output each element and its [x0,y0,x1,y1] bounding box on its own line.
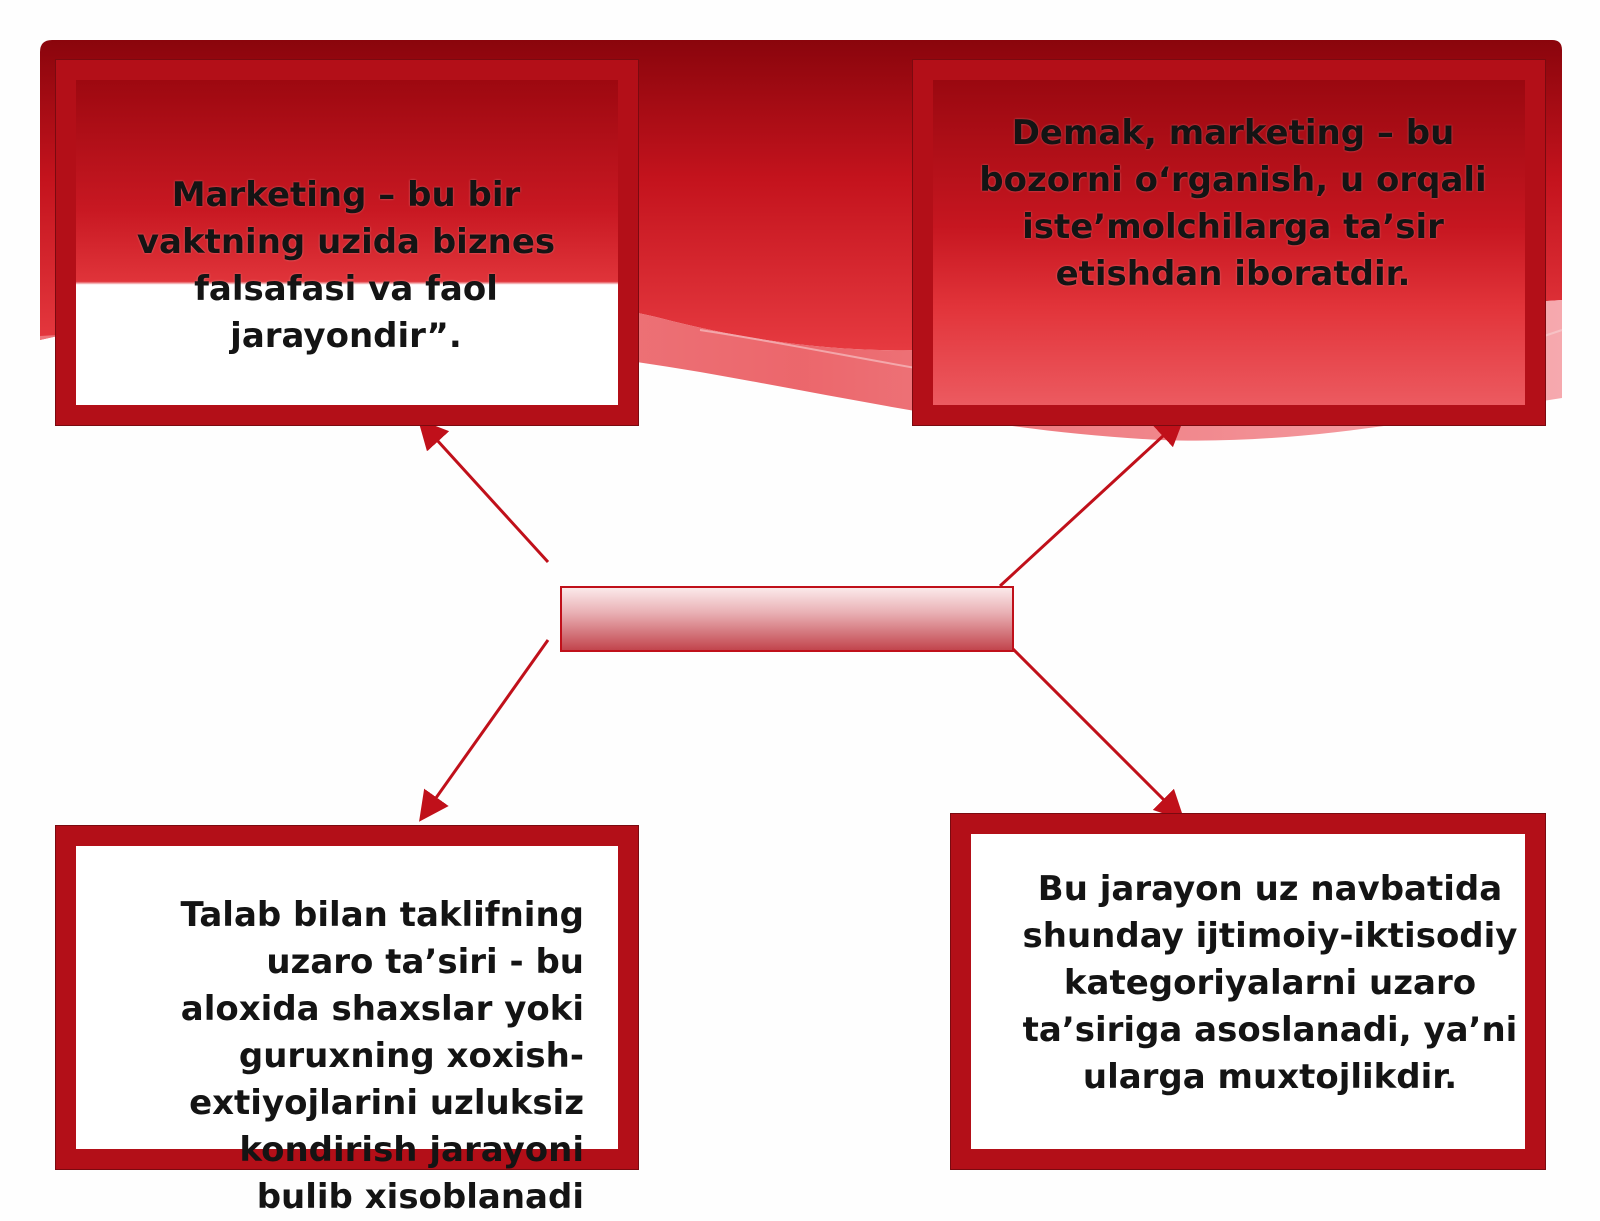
concept-box-top-right [913,60,1545,425]
concept-box-bottom-right [951,814,1545,1169]
box-text: Marketing – bu bir vaktning uzida biznes falsafasi va faol jarayondir”. [136,175,556,356]
arrow-to-bottom-right [1004,640,1176,812]
box-text: Talab bilan taklifning uzaro ta’siri - bu aloxida shaxslar yoki guruxning xoxish-extiyojlarini uzluksiz kondirish jarayoni bulib xisoblanadi [180,895,584,1217]
center-node [560,586,1014,652]
arrow-to-top-left [426,428,548,562]
concept-box-top-left [56,60,638,425]
arrow-to-top-right [1000,424,1176,586]
box-text: Demak, marketing – bu bozorni o‘rganish, u orqali iste’molchilarga ta’sir etishdan iboratdir. [979,113,1487,294]
arrow-to-bottom-left [426,640,548,812]
concept-box-bottom-left [56,826,638,1217]
box-text: Bu jarayon uz navbatida shunday ijtimoiy-iktisodiy kategoriyalarni uzaro ta’siriga asoslanadi, ya’ni ularga muxtojlikdir. [1022,869,1518,1097]
